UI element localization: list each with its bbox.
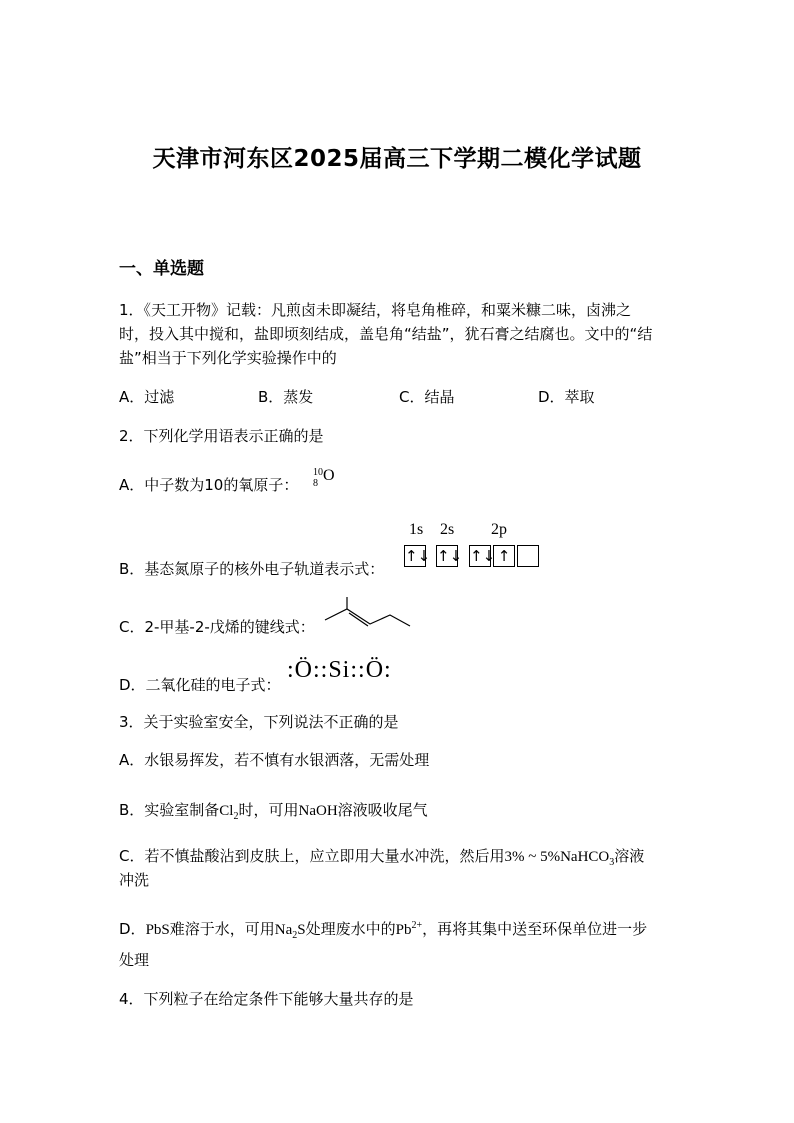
isotope-atomic-number: 8 bbox=[313, 478, 318, 489]
orbital-box-2p-2: ↑ bbox=[493, 545, 515, 567]
q2-option-c-text: C．2-甲基-2-戊烯的键线式： bbox=[119, 618, 315, 636]
q2-option-d-text: D．二氧化硅的电子式： bbox=[119, 676, 281, 694]
pb-ion bbox=[396, 922, 422, 938]
q3-d-pre: D． bbox=[119, 920, 146, 938]
page-title: 天津市河东区2025届高三下学期二模化学试题 bbox=[152, 146, 642, 172]
q3-c-pre: C．若不慎盐酸沾到皮肤上，应立即用大量水冲洗，然后用 bbox=[119, 847, 505, 865]
q3-d-mid1: 难溶于水，可用 bbox=[169, 920, 275, 938]
isotope-mass-number: 10 bbox=[313, 467, 323, 478]
q2-option-b-text: B．基态氮原子的核外电子轨道表示式： bbox=[119, 560, 385, 578]
nahco3-concentration bbox=[504, 849, 615, 868]
q3-b-mid: 时，可用 bbox=[238, 801, 299, 819]
chlorine-symbol: Cl bbox=[219, 803, 234, 819]
pb-symbol: Pb bbox=[395, 922, 412, 938]
q4-stem: 4．下列粒子在给定条件下能够大量共存的是 bbox=[119, 990, 414, 1008]
na2s-na: Na bbox=[274, 922, 293, 938]
orbital-label-2p: 2p bbox=[491, 521, 507, 538]
q3-b-post: 溶液吸收尾气 bbox=[337, 801, 428, 819]
q3-d-mid2: 处理废水中的 bbox=[305, 920, 396, 938]
q3-option-c bbox=[119, 846, 644, 867]
orbital-label-2s: 2s bbox=[440, 521, 455, 538]
q1-option-b: B．蒸发 bbox=[258, 388, 314, 406]
q1-option-c: C．结晶 bbox=[399, 388, 455, 406]
q3-option-c-line2: 冲洗 bbox=[119, 871, 150, 889]
na2s-formula bbox=[274, 922, 306, 941]
orbital-box-1s: ↑↓ bbox=[405, 547, 431, 565]
q3-stem: 3．关于实验室安全，下列说法不正确的是 bbox=[119, 713, 399, 731]
naoh-formula: NaOH bbox=[298, 803, 338, 819]
q2-stem: 2．下列化学用语表示正确的是 bbox=[119, 427, 324, 445]
q3-b-pre: B．实验室制备 bbox=[119, 801, 220, 819]
na2s-s: S bbox=[297, 922, 306, 938]
nahco3-subscript: 3 bbox=[609, 857, 615, 868]
na2s-subscript: 2 bbox=[292, 930, 298, 941]
q3-option-d-line2: 处理 bbox=[119, 951, 150, 969]
q2-option-a-text: A．中子数为10的氧原子： bbox=[119, 476, 299, 494]
orbital-box-2p-1: ↑↓ bbox=[470, 547, 496, 565]
orbital-box-2p-3 bbox=[517, 545, 539, 567]
q2-option-a bbox=[119, 475, 298, 495]
chlorine-subscript: 2 bbox=[233, 811, 239, 822]
orbital-box-2s: ↑↓ bbox=[437, 547, 463, 565]
electron-formula: :Ö::Si::Ö: bbox=[287, 657, 392, 683]
q3-d-post: ，再将其集中送至环保单位进一步 bbox=[422, 920, 648, 938]
isotope-symbol: O bbox=[323, 467, 335, 484]
q1-line2: 时，投入其中搅和，盐即顷刻结成，盖皂角“结盐”，犹石膏之结腐也。文中的“结 bbox=[119, 325, 653, 343]
q3-option-a: A．水银易挥发，若不慎有水银洒落，无需处理 bbox=[119, 751, 430, 769]
q3-option-b bbox=[119, 800, 428, 821]
q1-line1: 1．《天工开物》记载：凡煎卤未即凝结，将皂角椎碎，和粟米糠二味，卤沸之 bbox=[119, 301, 632, 319]
q1-option-d: D．萃取 bbox=[538, 388, 595, 406]
skeletal-formula bbox=[322, 596, 414, 634]
section-heading: 一、单选题 bbox=[119, 259, 204, 279]
pbs-formula: PbS bbox=[145, 922, 170, 938]
q1-line3: 盐”相当于下列化学实验操作中的 bbox=[119, 349, 337, 367]
pb-charge: 2+ bbox=[411, 920, 423, 931]
orbital-label-1s: 1s bbox=[409, 521, 424, 538]
nahco3-text: 3% ~ 5%NaHCO bbox=[504, 849, 610, 865]
q3-c-post: 溶液 bbox=[614, 847, 645, 865]
chlorine-formula bbox=[219, 803, 239, 822]
q1-option-a: A．过滤 bbox=[119, 388, 175, 406]
q3-option-d bbox=[119, 919, 647, 940]
